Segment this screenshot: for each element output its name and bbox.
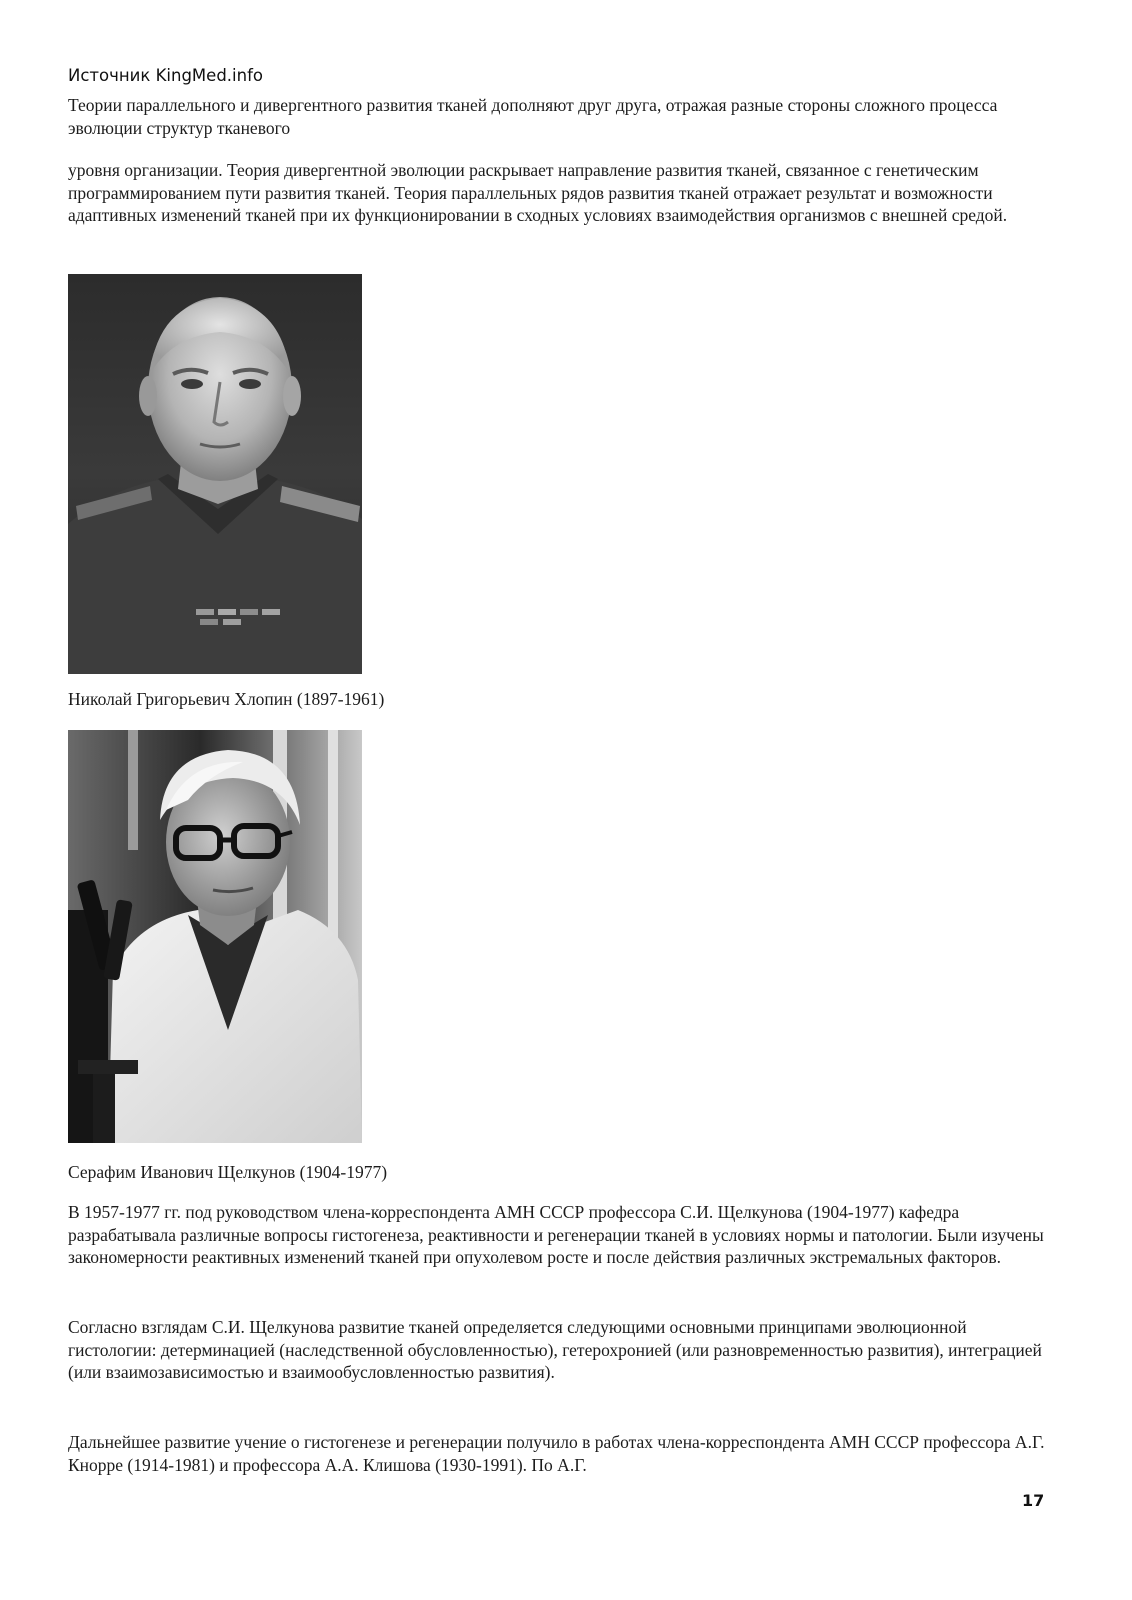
khlopin-caption: Николай Григорьевич Хлопин (1897-1961): [68, 689, 385, 709]
paragraph-shchelkunov-department: В 1957-1977 гг. под руководством члена-корреспондента АМН СССР профессора С.И. Щелкунова (1904-1977) кафедра разрабатывала различные вопросы гистогенеза, реактивности и регенерации тканей в условиях нормы и патологии. Были изучены закономерности реактивных изменений тканей при опухолевом росте и после действия различных экстремальных факторов.: [68, 1202, 1044, 1267]
khlopin-photo: [68, 274, 362, 674]
continuation-paragraph: уровня организации. Теория дивергентной эволюции раскрывает направление развития тканей, связанное с генетическим программированием пути развития тканей. Теория параллельных рядов развития тканей отражает результат и возможности адаптивных изменений тканей при их функционировании в сходных условиях взаимодействия организмов с внешней средой.: [68, 160, 1008, 225]
shchelkunov-caption: Серафим Иванович Щелкунов (1904-1977): [68, 1162, 388, 1182]
paragraph-evolutionary-principles: Согласно взглядам С.И. Щелкунова развитие тканей определяется следующими основными принципами эволюционной гистологии: детерминацией (наследственной обусловленностью), гетерохронией (или разновременностью развития), интеграцией (или взаимозависимостью и взаимообусловленностью развития).: [68, 1317, 1042, 1382]
intro-paragraph: Теории параллельного и дивергентного развития тканей дополняют друг друга, отражая разные стороны сложного процесса эволюции структур тканевого: [68, 95, 998, 138]
page-number: 17: [1022, 1491, 1045, 1510]
shchelkunov-photo: [68, 730, 362, 1143]
paragraph-further-development: Дальнейшее развитие учение о гистогенезе и регенерации получило в работах члена-корреспондента АМН СССР профессора А.Г. Кнорре (1914-1981) и профессора А.А. Клишова (1930-1991). По А.Г.: [68, 1432, 1045, 1475]
source-header: Источник KingMed.info: [68, 66, 263, 85]
